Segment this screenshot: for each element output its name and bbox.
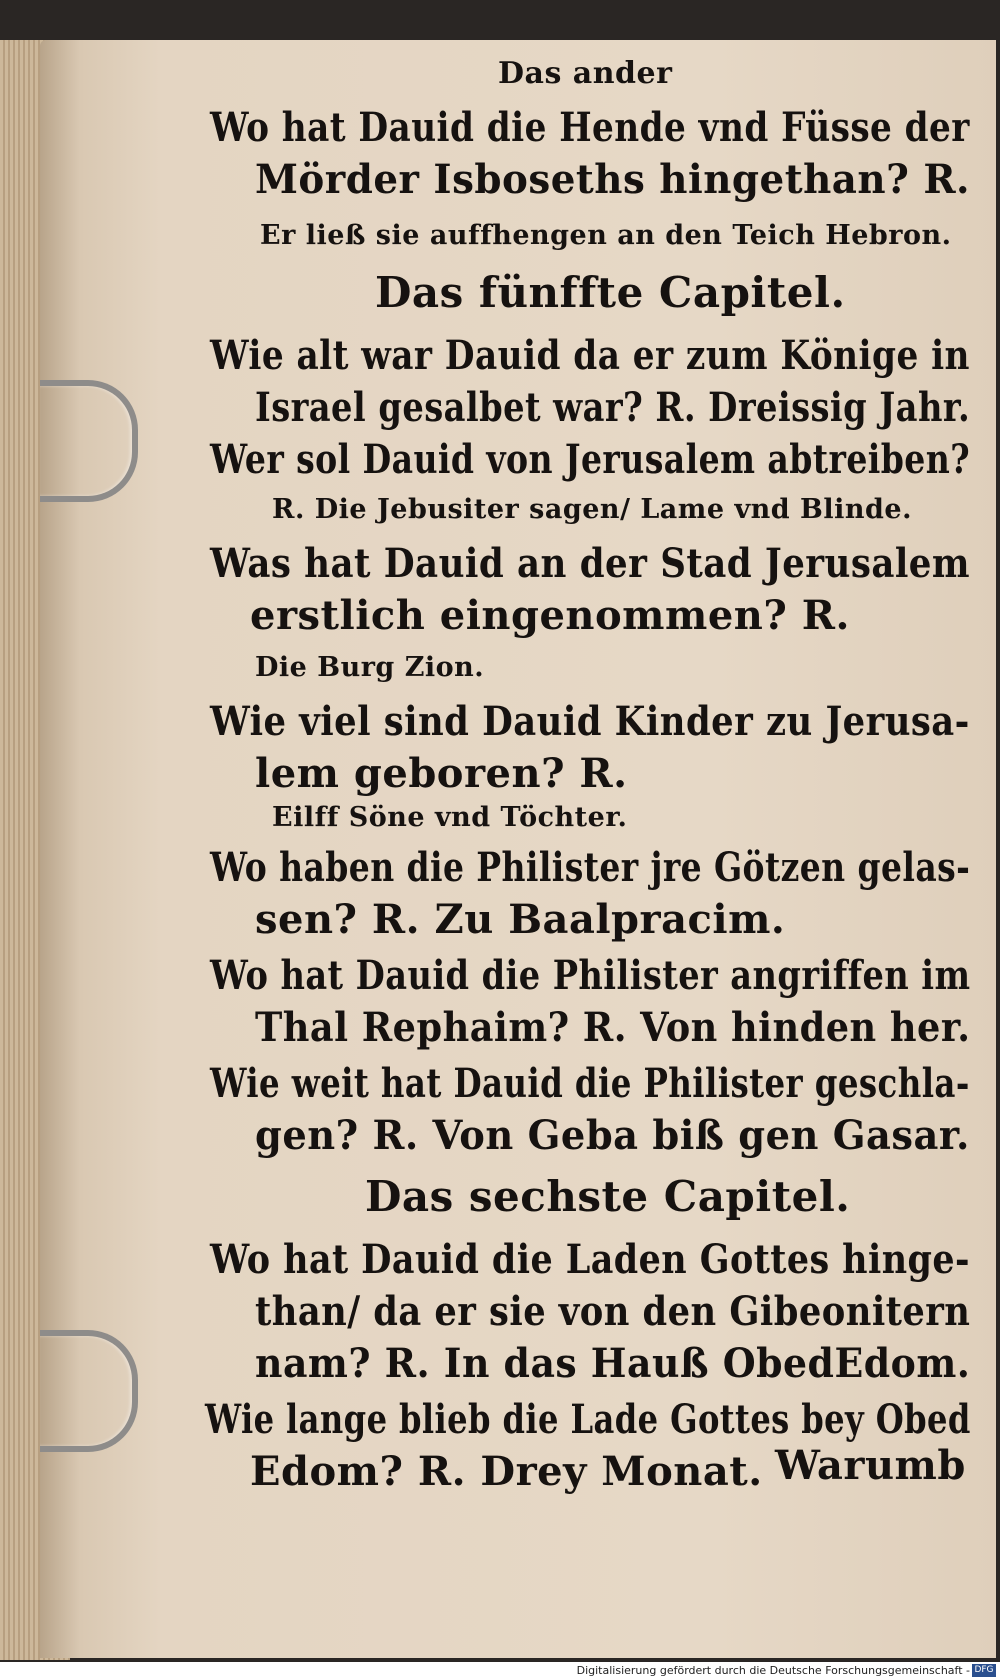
answer-line: Eilff Söne vnd Töchter.	[272, 802, 628, 833]
text-line: Wie viel sind Dauid Kinder zu Jerusa-	[210, 698, 970, 745]
text-line: Thal Rephaim? R. Von hinden her.	[255, 1004, 971, 1051]
chapter-heading: Das sechste Capitel.	[365, 1172, 851, 1221]
text-line: than/ da er sie von den Gibeonitern	[255, 1288, 971, 1335]
text-line: erstlich eingenommen? R.	[250, 592, 850, 639]
text-line: Wo hat Dauid die Philister angriffen im	[210, 952, 971, 999]
answer-line: Die Burg Zion.	[255, 652, 485, 683]
book-page	[40, 40, 996, 1658]
text-line: Edom? R. Drey Monat.	[250, 1448, 763, 1495]
text-line: Wie lange blieb die Lade Gottes bey Obed	[205, 1396, 971, 1443]
text-line: Israel gesalbet war? R. Dreissig Jahr.	[255, 384, 971, 431]
footer-text: Digitalisierung gefördert durch die Deutsche Forschungsgemeinschaft -	[576, 1664, 970, 1677]
text-line: Wie weit hat Dauid die Philister geschla-	[210, 1060, 970, 1107]
answer-line: Er ließ sie auffhengen an den Teich Hebron.	[260, 220, 952, 251]
text-line: Mörder Isboseths hingethan? R.	[255, 156, 971, 203]
text-line: nam? R. In das Hauß ObedEdom.	[255, 1340, 971, 1387]
chapter-heading: Das fünffte Capitel.	[375, 268, 846, 317]
text-line: sen? R. Zu Baalpracim.	[255, 896, 786, 943]
catchword: Warumb	[775, 1442, 966, 1489]
dfg-logo: DFG	[972, 1664, 996, 1677]
text-line: Wo hat Dauid die Hende vnd Füsse der	[210, 104, 970, 151]
text-line: lem geboren? R.	[255, 750, 628, 797]
text-line: Wie alt war Dauid da er zum Könige in	[210, 332, 970, 379]
text-line: Was hat Dauid an der Stad Jerusalem	[210, 540, 971, 587]
answer-line: R. Die Jebusiter sagen/ Lame vnd Blinde.	[272, 494, 912, 525]
digitization-footer	[0, 1662, 1000, 1679]
paper-clip-bottom	[40, 1330, 138, 1452]
text-line: Wo haben die Philister jre Götzen gelas-	[210, 844, 971, 891]
text-line: gen? R. Von Geba biß gen Gasar.	[255, 1112, 970, 1159]
running-head: Das ander	[498, 56, 673, 91]
text-line: Wer sol Dauid von Jerusalem abtreiben?	[210, 436, 971, 483]
paper-clip-top	[40, 380, 138, 502]
text-line: Wo hat Dauid die Laden Gottes hinge-	[210, 1236, 970, 1283]
